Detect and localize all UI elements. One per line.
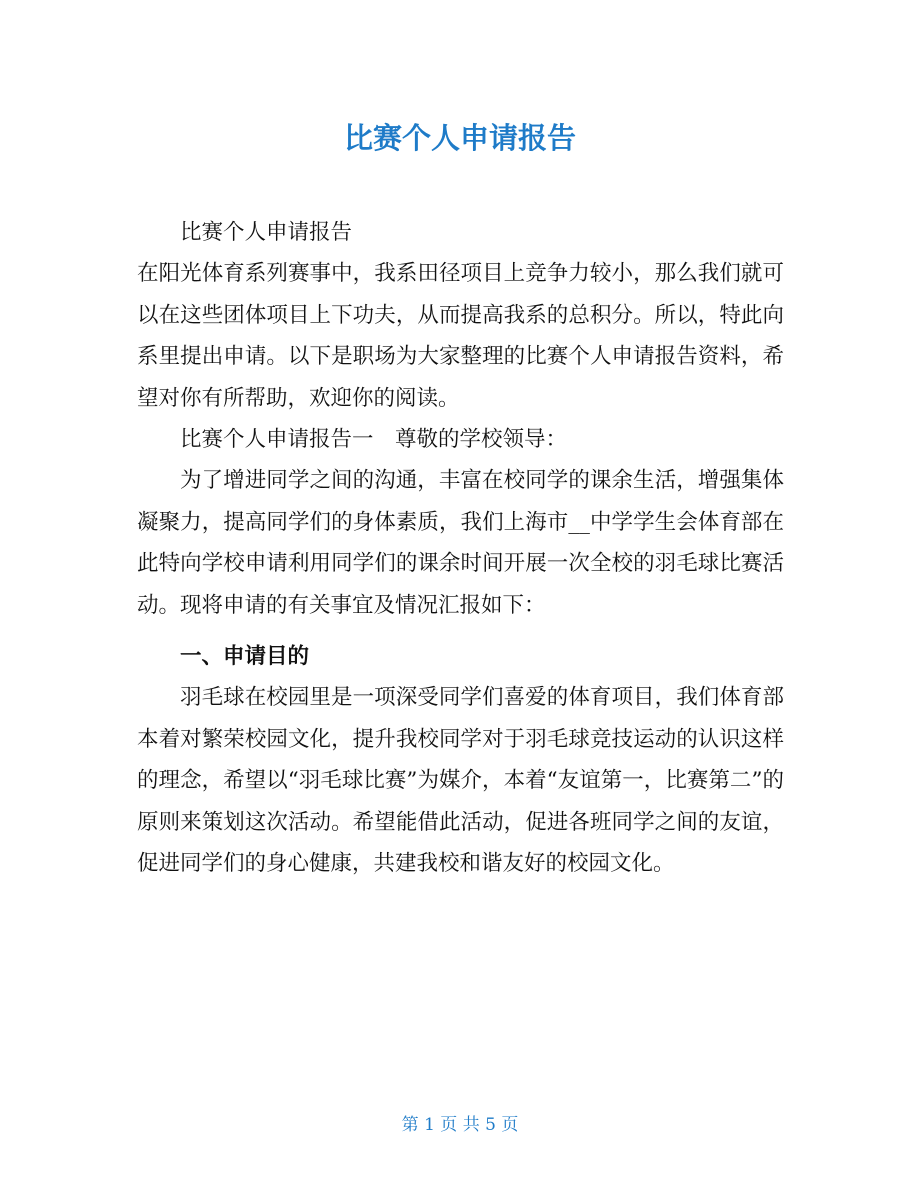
paragraph-intro: 在阳光体育系列赛事中，我系田径项目上竞争力较小，那么我们就可以在这些团体项目上下功夫，从而提高我系的总积分。所以，特此向系里提出申请。以下是职场为大家整理的比赛个人申请报告资料，希望对你有所帮助，欢迎你的阅读。	[137, 261, 784, 411]
paragraph-subtitle: 比赛个人申请报告	[180, 220, 353, 245]
paragraph-salutation: 比赛个人申请报告一 尊敬的学校领导：	[180, 427, 568, 453]
document-body	[137, 212, 784, 885]
page-number-footer: 第 1 页 共 5 页	[401, 1115, 519, 1135]
paragraph-purpose-intro: 为了增进同学之间的沟通，丰富在校同学的课余生活，增强集体凝聚力，提高同学们的身体素质，我们上海市__中学学生会体育部在此特向学校申请利用同学们的课余时间开展一次全校的羽毛球比赛活动。现将申请的有关事宜及情况汇报如下：	[137, 468, 784, 618]
page-title: 比赛个人申请报告	[343, 121, 576, 155]
section-heading-purpose: 一、申请目的	[180, 644, 310, 670]
paragraph-purpose-body: 羽毛球在校园里是一项深受同学们喜爱的体育项目，我们体育部本着对繁荣校园文化，提升我校同学对于羽毛球竞技运动的认识这样的理念，希望以“羽毛球比赛”为媒介，本着“友谊第一，比赛第二”的原则来策划这次活动。希望能借此活动，促进各班同学之间的友谊，促进同学们的身心健康，共建我校和谐友好的校园文化。	[137, 685, 784, 877]
